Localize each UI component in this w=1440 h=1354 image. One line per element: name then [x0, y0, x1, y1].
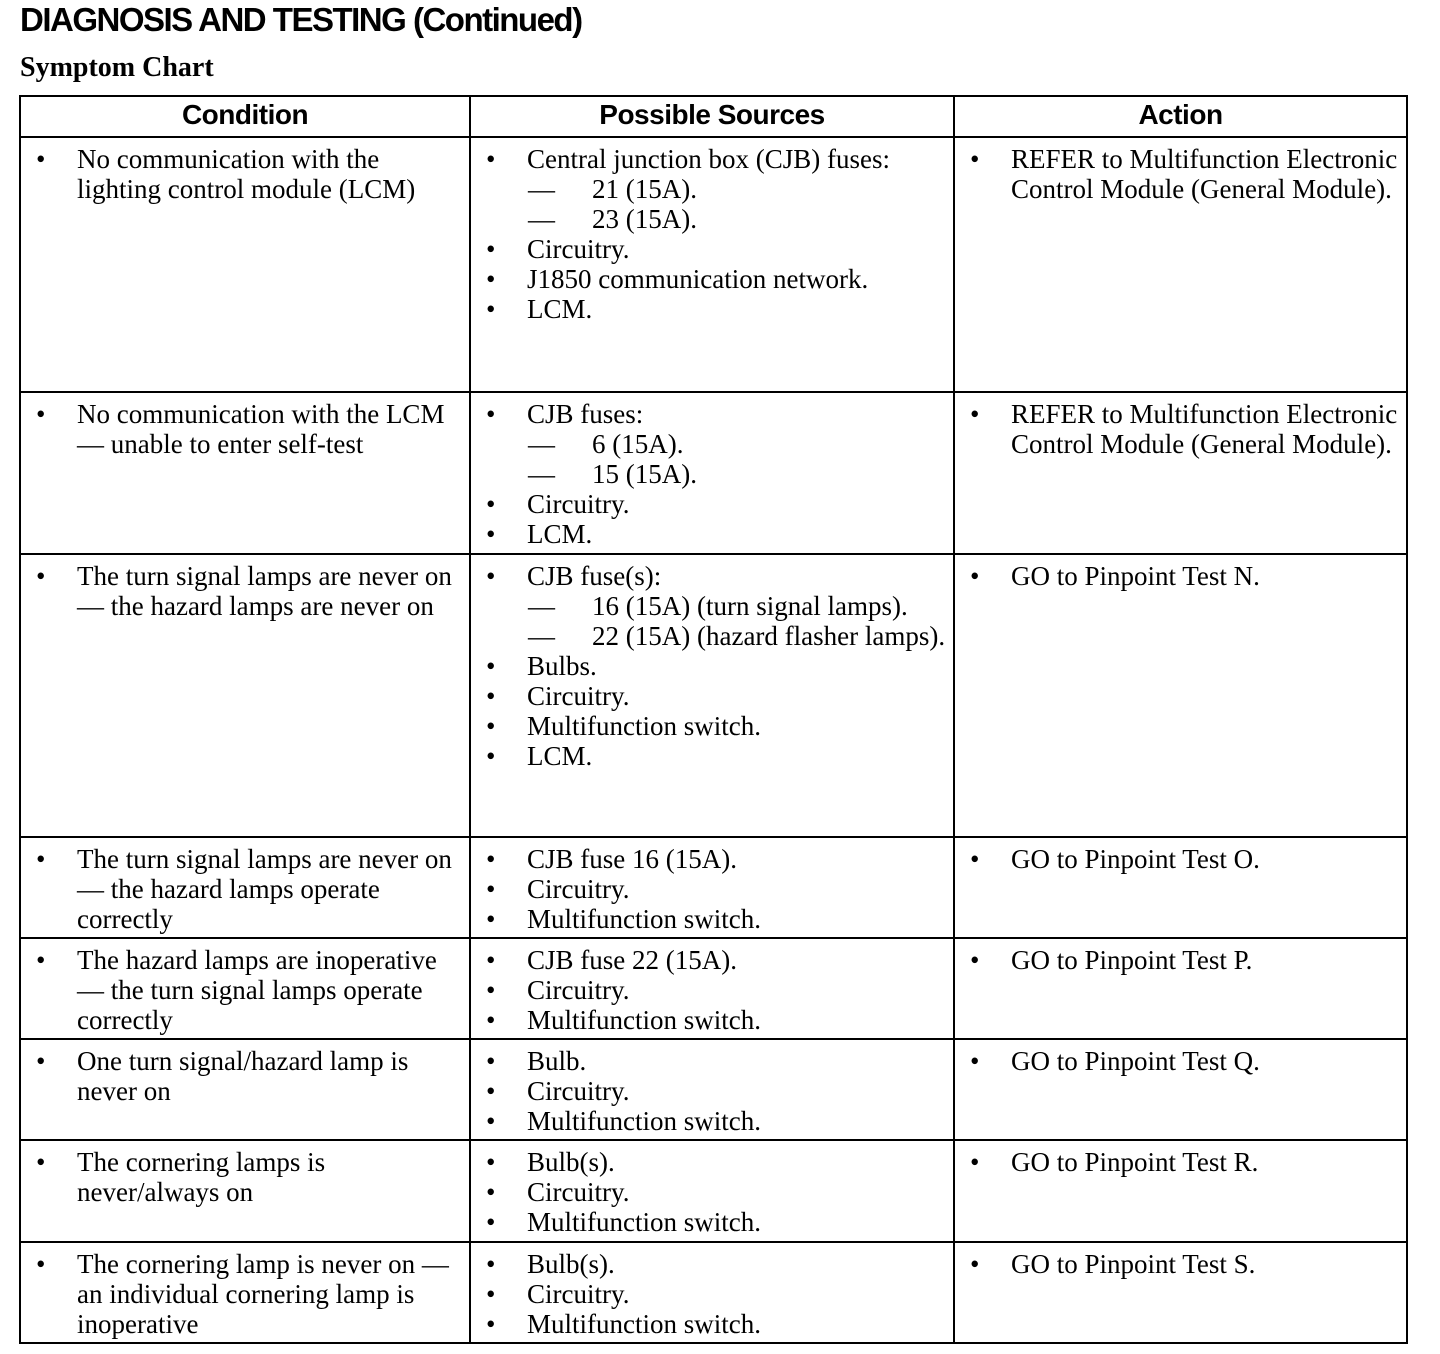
action-item — [955, 1046, 1406, 1076]
source-item — [471, 741, 953, 771]
source-item-text: Multifunction switch. — [527, 1005, 761, 1035]
action-item — [955, 1249, 1406, 1279]
source-item-text: LCM. — [527, 519, 593, 549]
source-item — [471, 519, 953, 549]
source-item-text: LCM. — [527, 741, 593, 771]
source-item-text: Bulb(s). — [527, 1147, 615, 1177]
possible-sources-cell — [470, 1039, 954, 1140]
bullet-glyph: • — [486, 1147, 496, 1177]
action-cell — [954, 1242, 1407, 1343]
source-item — [471, 874, 953, 904]
bullet-glyph: • — [970, 844, 980, 874]
dash-glyph: — — [528, 429, 555, 459]
source-subitem-text: 6 (15A). — [592, 429, 684, 459]
source-subitem — [471, 459, 953, 489]
source-subitem — [471, 591, 953, 621]
source-item — [471, 1309, 953, 1339]
source-item-text: Circuitry. — [527, 975, 630, 1005]
source-subitem — [471, 204, 953, 234]
source-item-text: Multifunction switch. — [527, 1106, 761, 1136]
column-header-condition: Condition — [20, 96, 470, 137]
bullet-glyph: • — [36, 945, 46, 975]
source-item — [471, 681, 953, 711]
action-item-text: REFER to Multifunction Electronic Control Module (General Module). — [1011, 144, 1398, 204]
bullet-glyph: • — [970, 1147, 980, 1177]
possible-sources-cell — [470, 392, 954, 554]
condition-cell — [20, 1140, 470, 1242]
bullet-glyph: • — [36, 399, 46, 429]
bullet-glyph: • — [486, 681, 496, 711]
source-item-text: LCM. — [527, 294, 593, 324]
condition-item-text: No communication with the lighting control module (LCM) — [77, 144, 416, 204]
source-item — [471, 1207, 953, 1237]
condition-item — [21, 1046, 469, 1106]
action-item-text: GO to Pinpoint Test R. — [1011, 1147, 1259, 1177]
source-item-text: Central junction box (CJB) fuses: — [527, 144, 890, 174]
bullet-glyph: • — [36, 1249, 46, 1279]
bullet-glyph: • — [486, 264, 496, 294]
source-item — [471, 651, 953, 681]
bullet-glyph: • — [486, 1046, 496, 1076]
action-cell — [954, 938, 1407, 1039]
action-item — [955, 945, 1406, 975]
bullet-glyph: • — [486, 844, 496, 874]
bullet-glyph: • — [486, 1207, 496, 1237]
bullet-glyph: • — [486, 1309, 496, 1339]
action-item — [955, 561, 1406, 591]
source-item — [471, 144, 953, 174]
source-subitem — [471, 621, 953, 651]
source-subitem-text: 21 (15A). — [592, 174, 697, 204]
table-body — [20, 137, 1407, 1343]
table-row — [20, 1242, 1407, 1343]
table-header-row — [20, 96, 1407, 137]
source-item-text: Circuitry. — [527, 1076, 630, 1106]
action-item-text: GO to Pinpoint Test P. — [1011, 945, 1253, 975]
source-item — [471, 1249, 953, 1279]
bullet-glyph: • — [36, 1147, 46, 1177]
action-cell — [954, 137, 1407, 392]
bullet-glyph: • — [486, 741, 496, 771]
bullet-glyph: • — [486, 904, 496, 934]
source-item-text: CJB fuses: — [527, 399, 644, 429]
symptom-chart-table — [19, 95, 1408, 1344]
condition-item-text: The turn signal lamps are never on — the hazard lamps are never on — [77, 561, 452, 621]
condition-cell — [20, 554, 470, 837]
condition-item-text: The cornering lamps is never/always on — [77, 1147, 326, 1207]
source-item — [471, 975, 953, 1005]
condition-cell — [20, 1242, 470, 1343]
source-item-text: Multifunction switch. — [527, 1309, 761, 1339]
bullet-glyph: • — [486, 144, 496, 174]
source-item — [471, 561, 953, 591]
page-title: DIAGNOSIS AND TESTING (Continued) — [20, 1, 582, 38]
bullet-glyph: • — [486, 1177, 496, 1207]
table-row — [20, 392, 1407, 554]
action-item-text: REFER to Multifunction Electronic Control Module (General Module). — [1011, 399, 1398, 459]
bullet-glyph: • — [486, 1106, 496, 1136]
source-item-text: Bulb(s). — [527, 1249, 615, 1279]
source-item — [471, 1106, 953, 1136]
section-title: Symptom Chart — [20, 52, 214, 83]
source-subitem-text: 16 (15A) (turn signal lamps). — [592, 591, 908, 621]
bullet-glyph: • — [36, 844, 46, 874]
source-item — [471, 844, 953, 874]
condition-item — [21, 1147, 469, 1207]
dash-glyph: — — [528, 621, 555, 651]
table-row — [20, 554, 1407, 837]
action-cell — [954, 837, 1407, 938]
source-item-text: CJB fuse 16 (15A). — [527, 844, 737, 874]
source-subitem — [471, 174, 953, 204]
bullet-glyph: • — [486, 651, 496, 681]
possible-sources-cell — [470, 1140, 954, 1242]
action-item — [955, 1147, 1406, 1177]
condition-item — [21, 399, 469, 459]
bullet-glyph: • — [970, 144, 980, 174]
bullet-glyph: • — [970, 1249, 980, 1279]
bullet-glyph: • — [486, 711, 496, 741]
bullet-glyph: • — [486, 945, 496, 975]
bullet-glyph: • — [486, 1076, 496, 1106]
condition-item-text: The turn signal lamps are never on — the hazard lamps operate correctly — [77, 844, 452, 934]
source-item — [471, 294, 953, 324]
dash-glyph: — — [528, 591, 555, 621]
source-item-text: Circuitry. — [527, 1279, 630, 1309]
source-item — [471, 1147, 953, 1177]
source-item-text: Multifunction switch. — [527, 1207, 761, 1237]
source-item-text: Circuitry. — [527, 234, 630, 264]
source-item-text: Circuitry. — [527, 874, 630, 904]
condition-item-text: One turn signal/hazard lamp is never on — [77, 1046, 409, 1106]
table-row — [20, 137, 1407, 392]
condition-item-text: The cornering lamp is never on — an individual cornering lamp is inoperative — [77, 1249, 449, 1339]
table-row — [20, 1140, 1407, 1242]
bullet-glyph: • — [970, 1046, 980, 1076]
source-item-text: J1850 communication network. — [527, 264, 869, 294]
source-subitem-text: 23 (15A). — [592, 204, 697, 234]
condition-item — [21, 561, 469, 621]
condition-cell — [20, 1039, 470, 1140]
bullet-glyph: • — [486, 1005, 496, 1035]
source-item — [471, 399, 953, 429]
action-item — [955, 144, 1406, 204]
source-item — [471, 1279, 953, 1309]
bullet-glyph: • — [36, 561, 46, 591]
source-item — [471, 1005, 953, 1035]
source-item-text: Multifunction switch. — [527, 711, 761, 741]
action-cell — [954, 1140, 1407, 1242]
table-row — [20, 1039, 1407, 1140]
source-item-text: Bulb. — [527, 1046, 587, 1076]
dash-glyph: — — [528, 459, 555, 489]
action-item — [955, 844, 1406, 874]
dash-glyph: — — [528, 174, 555, 204]
table-row — [20, 837, 1407, 938]
bullet-glyph: • — [970, 945, 980, 975]
condition-cell — [20, 938, 470, 1039]
possible-sources-cell — [470, 938, 954, 1039]
condition-item-text: The hazard lamps are inoperative — the turn signal lamps operate correctly — [77, 945, 437, 1035]
source-item — [471, 711, 953, 741]
source-item-text: Multifunction switch. — [527, 904, 761, 934]
source-item-text: Circuitry. — [527, 489, 630, 519]
action-item-text: GO to Pinpoint Test S. — [1011, 1249, 1256, 1279]
bullet-glyph: • — [486, 489, 496, 519]
source-item-text: Circuitry. — [527, 1177, 630, 1207]
possible-sources-cell — [470, 554, 954, 837]
bullet-glyph: • — [36, 1046, 46, 1076]
bullet-glyph: • — [486, 519, 496, 549]
condition-item-text: No communication with the LCM — unable to enter self-test — [77, 399, 445, 459]
bullet-glyph: • — [486, 1279, 496, 1309]
possible-sources-cell — [470, 1242, 954, 1343]
source-subitem-text: 22 (15A) (hazard flasher lamps). — [592, 621, 946, 651]
bullet-glyph: • — [486, 1249, 496, 1279]
possible-sources-cell — [470, 837, 954, 938]
condition-item — [21, 844, 469, 934]
bullet-glyph: • — [486, 561, 496, 591]
table-row — [20, 938, 1407, 1039]
bullet-glyph: • — [486, 975, 496, 1005]
source-item-text: Bulbs. — [527, 651, 597, 681]
condition-item — [21, 144, 469, 204]
bullet-glyph: • — [486, 874, 496, 904]
bullet-glyph: • — [486, 399, 496, 429]
possible-sources-cell — [470, 137, 954, 392]
source-item-text: CJB fuse(s): — [527, 561, 662, 591]
bullet-glyph: • — [36, 144, 46, 174]
source-item — [471, 945, 953, 975]
source-subitem — [471, 429, 953, 459]
condition-item — [21, 1249, 469, 1339]
bullet-glyph: • — [486, 294, 496, 324]
source-item — [471, 1046, 953, 1076]
bullet-glyph: • — [970, 561, 980, 591]
action-item-text: GO to Pinpoint Test Q. — [1011, 1046, 1260, 1076]
source-item — [471, 264, 953, 294]
action-item — [955, 399, 1406, 459]
source-subitem-text: 15 (15A). — [592, 459, 697, 489]
source-item-text: Circuitry. — [527, 681, 630, 711]
action-cell — [954, 1039, 1407, 1140]
column-header-possible-sources: Possible Sources — [470, 96, 954, 137]
condition-cell — [20, 392, 470, 554]
bullet-glyph: • — [486, 234, 496, 264]
dash-glyph: — — [528, 204, 555, 234]
action-cell — [954, 554, 1407, 837]
source-item — [471, 234, 953, 264]
bullet-glyph: • — [970, 399, 980, 429]
source-item-text: CJB fuse 22 (15A). — [527, 945, 737, 975]
source-item — [471, 1177, 953, 1207]
action-item-text: GO to Pinpoint Test O. — [1011, 844, 1260, 874]
source-item — [471, 904, 953, 934]
condition-cell — [20, 837, 470, 938]
action-item-text: GO to Pinpoint Test N. — [1011, 561, 1260, 591]
column-header-action: Action — [954, 96, 1407, 137]
source-item — [471, 1076, 953, 1106]
condition-item — [21, 945, 469, 1035]
source-item — [471, 489, 953, 519]
action-cell — [954, 392, 1407, 554]
condition-cell — [20, 137, 470, 392]
